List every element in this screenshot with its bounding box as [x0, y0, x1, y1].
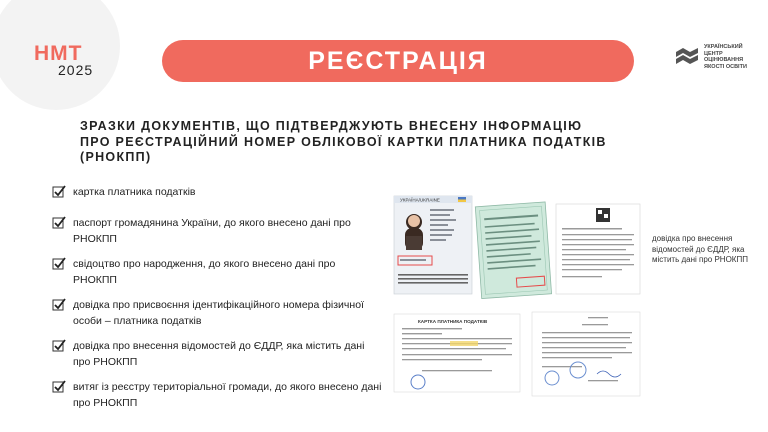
- list-item: [52, 379, 382, 411]
- passport-image: [394, 196, 472, 294]
- list-item-text: витяг із реєстру територіальної громади, до якого внесено дані про РНОКПП: [73, 381, 382, 409]
- passport-header: УКРАЇНА/UKRAINE: [400, 197, 440, 203]
- nmt-year: 2025: [58, 62, 94, 78]
- org-line-3: ОЦІНЮВАННЯ: [704, 57, 744, 63]
- section-heading: [80, 119, 680, 166]
- page-title-banner: [162, 40, 634, 82]
- heading-line-1: ЗРАЗКИ ДОКУМЕНТІВ, ЩО ПІДТВЕРДЖУЮТЬ ВНЕСЕНУ ІНФОРМАЦІЮ: [80, 119, 583, 133]
- org-line-4: ЯКОСТІ ОСВІТИ: [704, 63, 747, 70]
- checkbox-checked-icon: [52, 216, 66, 230]
- ucoz-logo: [674, 44, 764, 70]
- checkbox-checked-icon: [52, 298, 66, 312]
- list-item-text: довідка про присвоєння ідентифікаційного номера фізичної особи – платника податків: [73, 299, 364, 327]
- document-samples: [392, 194, 642, 409]
- eddr-certificate-image: [556, 204, 640, 294]
- checkbox-checked-icon: [52, 380, 66, 394]
- checkbox-checked-icon: [52, 339, 66, 353]
- heading-line-3: (РНОКПП): [80, 150, 152, 164]
- tax-card-title: КАРТКА ПЛАТНИКА ПОДАТКІВ: [418, 319, 488, 324]
- register-extract-image: [532, 312, 640, 396]
- list-item-text: довідка про внесення відомостей до ЄДДР, яка містить дані про РНОКПП: [73, 340, 365, 368]
- checkbox-checked-icon: [52, 257, 66, 271]
- documents-list: [52, 184, 382, 411]
- page-title: РЕЄСТРАЦІЯ: [308, 46, 488, 75]
- list-item-text: картка платника податків: [73, 186, 196, 198]
- list-item: [52, 184, 382, 200]
- ucoz-logo-icon: [674, 44, 700, 70]
- list-item-text: паспорт громадянина України, до якого внесено дані про РНОКПП: [73, 217, 351, 245]
- tax-card-image: [394, 314, 520, 392]
- heading-line-2: ПРО РЕЄСТРАЦІЙНИЙ НОМЕР ОБЛІКОВОЇ КАРТКИ ПЛАТНИКА ПОДАТКІВ: [80, 134, 607, 149]
- list-item: [52, 215, 382, 247]
- org-line-1: УКРАЇНСЬКИЙ: [704, 44, 743, 50]
- birth-certificate-image: [475, 202, 551, 299]
- eddr-caption: довідка про внесення відомостей до ЄДДР, яка містить дані про РНОКПП: [652, 234, 748, 264]
- org-line-2: ЦЕНТР: [704, 50, 723, 57]
- checkbox-checked-icon: [52, 185, 66, 199]
- list-item-text: свідоцтво про народження, до якого внесено дані про РНОКПП: [73, 258, 336, 286]
- list-item: [52, 297, 382, 329]
- list-item: [52, 338, 382, 370]
- list-item: [52, 256, 382, 288]
- nmt-logo: НМТ: [34, 42, 83, 65]
